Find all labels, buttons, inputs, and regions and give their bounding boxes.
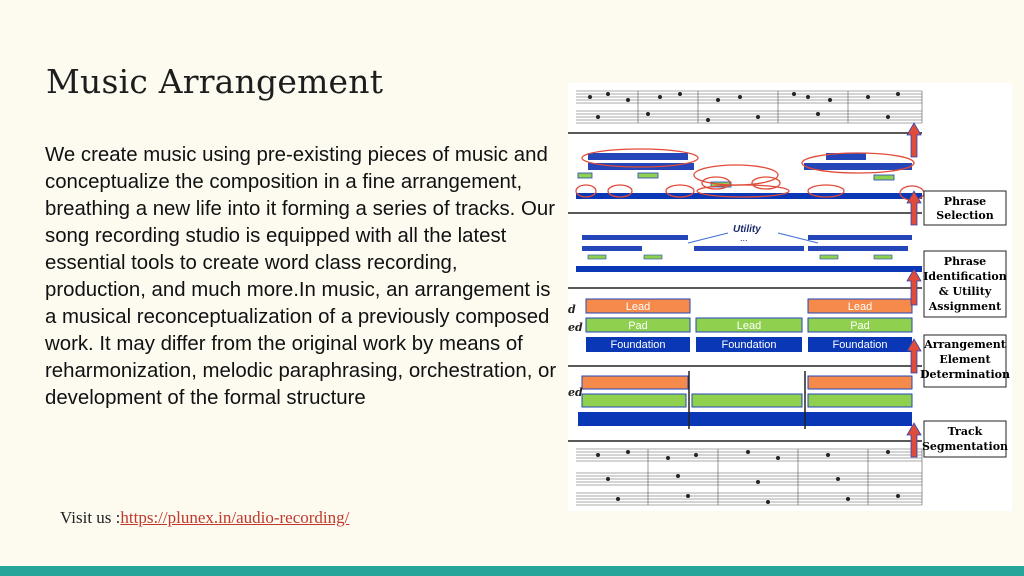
stage-2-line-2: Identification [923,270,1007,283]
bottom-accent-bar [0,566,1024,576]
footer [60,508,349,528]
track-segmentation [568,371,912,429]
utility-label: Utility [733,224,761,235]
stage-label-boxes [920,191,1010,457]
utility-dots: ... [740,233,748,243]
foundation-label-1: Foundation [610,339,666,351]
footer-prefix: Visit us : [60,508,121,527]
left-letter-1: d [568,303,576,316]
phrase-selection-rows [576,149,924,200]
score-bottom [576,449,922,505]
pad-label-2: Pad [850,320,870,332]
stage-2-line-4: Assignment [928,300,1002,313]
stage-4-line-1: Track [947,425,983,438]
element-blocks [568,299,912,352]
stage-3-line-1: Arrangement [924,338,1006,351]
slide-title: Music Arrangement [46,62,384,101]
left-letter-3: ed [568,386,583,399]
stage-2-line-3: & Utility [938,285,992,298]
lead-label-3: Lead [736,320,762,332]
stage-1-line-2: Selection [936,209,994,222]
stage-4-line-2: Segmentation [921,440,1009,453]
stage-3-line-3: Determination [920,368,1010,381]
foundation-label-2: Foundation [721,339,777,351]
lead-label-2: Lead [847,301,873,313]
arrangement-diagram [568,83,1012,511]
stage-2-line-1: Phrase [943,255,987,268]
stage-3-line-2: Element [939,353,991,366]
body-paragraph: We create music using pre-existing pieces of music and conceptualize the composition in a fine arrangement, breathing a new life into it forming a series of tracks. Our song recording studio is equipped with all the latest essential tools to create word class recording, production, and much more.In music, an arrangement is a musical reconceptualization of a previously composed work. It may differ from the original work by means of reharmonization, melodic paraphrasing, orchestration, or development of the formal structure [45,144,557,409]
score-top [576,91,922,123]
arrangement-figure [568,83,1012,511]
up-arrow-1 [907,123,921,157]
lead-label-1: Lead [625,301,651,313]
left-letter-2: ed [568,321,583,334]
pad-label-1: Pad [628,320,648,332]
utility-row [576,224,922,272]
foundation-label-3: Foundation [832,339,888,351]
footer-link[interactable]: https://plunex.in/audio-recording/ [120,508,350,527]
stage-1-line-1: Phrase [943,195,987,208]
